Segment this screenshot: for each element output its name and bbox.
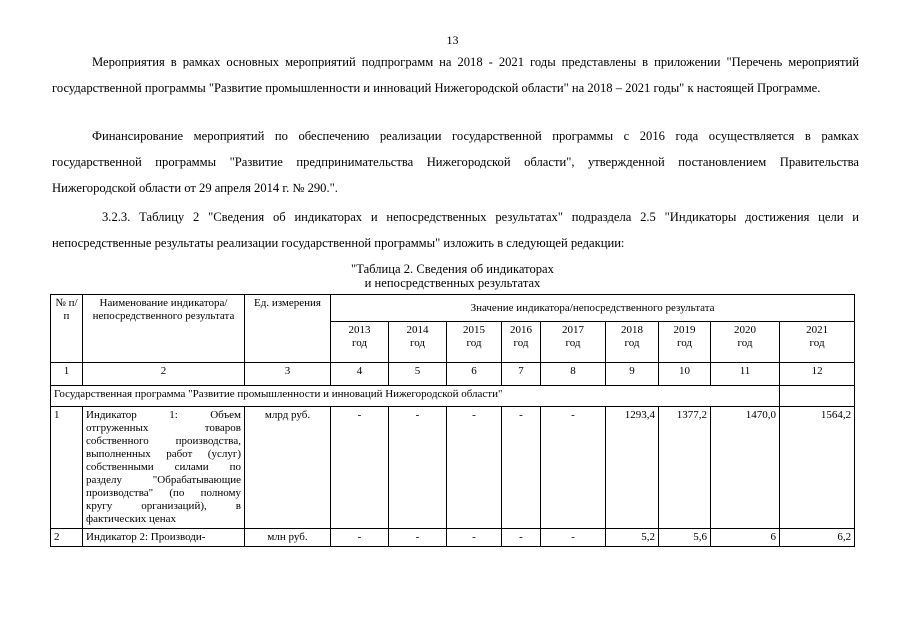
year-header: [659, 322, 711, 363]
indicator-value: -: [447, 407, 502, 529]
column-number: 12: [780, 363, 855, 386]
page-number: 13: [446, 33, 459, 47]
year-value: 2020: [734, 324, 756, 336]
column-number: 3: [245, 363, 331, 386]
header-num: № п/п: [51, 295, 83, 363]
paragraph-events: Мероприятия в рамках основных мероприятий подпрограмм на 2018 - 2021 годы представлены в приложении "Перечень мероприятий государственной программы "Развитие промышленности и инноваций Нижегородской области" на 2018 – 2021 годы" к настоящей Программе.: [52, 55, 859, 95]
year-suffix: год: [565, 337, 581, 349]
indicator-value: 1470,0: [711, 407, 780, 529]
program-title: Государственная программа "Развитие промышленности и инноваций Нижегородской области": [51, 386, 780, 407]
paragraph-financing: Финансирование мероприятий по обеспечению реализации государственной программы с 2016 года осуществляется в рамках государственной программы "Развитие предпринимательства Нижегородской области", утвержденной постановлением Правительства Нижегородской области от 29 апреля 2014 г. № 290.".: [52, 129, 859, 195]
column-number: 9: [606, 363, 659, 386]
indicator-value: -: [502, 407, 541, 529]
indicator-value: -: [389, 407, 447, 529]
column-number: 2: [83, 363, 245, 386]
table-row: [51, 407, 855, 529]
year-value: 2013: [348, 324, 371, 336]
table-caption: [0, 262, 905, 290]
indicator-name: Индикатор 1: Объем отгруженных товаров собственного производства, выполненных работ (услуг) собственными силами по разделу "Обрабатывающие производства" (по полному кругу организаций), в фактических ценах: [83, 407, 245, 529]
year-header: [447, 322, 502, 363]
year-header: [389, 322, 447, 363]
year-header: [780, 322, 855, 363]
table-caption-line-2: и непосредственных результатах: [364, 276, 541, 290]
indicator-value: 1377,2: [659, 407, 711, 529]
program-row: [51, 386, 855, 407]
paragraph-amendment: 3.2.3. Таблицу 2 "Сведения об индикаторах и непосредственных результатах" подраздела 2.5 "Индикаторы достижения цели и непосредственные результаты реализации государственной программы" изложить в следующей редакции:: [52, 210, 859, 250]
column-number: 6: [447, 363, 502, 386]
year-value: 2018: [621, 324, 643, 336]
year-header: [331, 322, 389, 363]
year-suffix: год: [737, 337, 753, 349]
indicator-value: -: [331, 407, 389, 529]
column-number: 4: [331, 363, 389, 386]
row-number: 2: [51, 529, 83, 547]
column-number: 7: [502, 363, 541, 386]
indicator-value: -: [541, 407, 606, 529]
year-header: [711, 322, 780, 363]
table-row: [51, 529, 855, 547]
year-value: 2019: [673, 324, 696, 336]
indicator-value: 1293,4: [606, 407, 659, 529]
year-suffix: год: [513, 337, 529, 349]
year-value: 2015: [463, 324, 485, 336]
indicator-value: -: [541, 529, 606, 547]
year-suffix: год: [676, 337, 693, 349]
column-number: 5: [389, 363, 447, 386]
column-number-row: [51, 363, 855, 386]
year-suffix: год: [351, 337, 368, 349]
year-header: [502, 322, 541, 363]
indicator-value: 6: [711, 529, 780, 547]
year-header: [606, 322, 659, 363]
indicator-unit: млн руб.: [245, 529, 331, 547]
program-empty-cell: [780, 386, 855, 407]
indicator-value: 5,6: [659, 529, 711, 547]
year-header: [541, 322, 606, 363]
indicators-table: [50, 294, 855, 547]
header-values: Значение индикатора/непосредственного результата: [331, 295, 855, 322]
row-number: 1: [51, 407, 83, 529]
year-suffix: год: [809, 337, 825, 349]
year-suffix: год: [409, 337, 426, 349]
header-name: Наименование индикатора/непосредственного результата: [83, 295, 245, 363]
year-value: 2017: [562, 324, 584, 336]
indicator-value: -: [502, 529, 541, 547]
column-number: 10: [659, 363, 711, 386]
indicator-unit: млрд руб.: [245, 407, 331, 529]
indicator-value: -: [331, 529, 389, 547]
column-number: 11: [711, 363, 780, 386]
table-caption-line-1: "Таблица 2. Сведения об индикаторах: [351, 262, 554, 276]
year-suffix: год: [624, 337, 640, 349]
indicator-value: -: [389, 529, 447, 547]
column-number: 1: [51, 363, 83, 386]
year-value: 2014: [406, 324, 429, 336]
column-number: 8: [541, 363, 606, 386]
year-suffix: год: [466, 337, 482, 349]
year-value: 2016: [510, 324, 532, 336]
header-unit: Ед. измерения: [245, 295, 331, 363]
indicator-name: Индикатор 2: Производи-: [83, 529, 245, 547]
indicator-value: 6,2: [780, 529, 855, 547]
year-value: 2021: [806, 324, 829, 336]
indicator-value: 1564,2: [780, 407, 855, 529]
indicator-value: 5,2: [606, 529, 659, 547]
indicator-value: -: [447, 529, 502, 547]
